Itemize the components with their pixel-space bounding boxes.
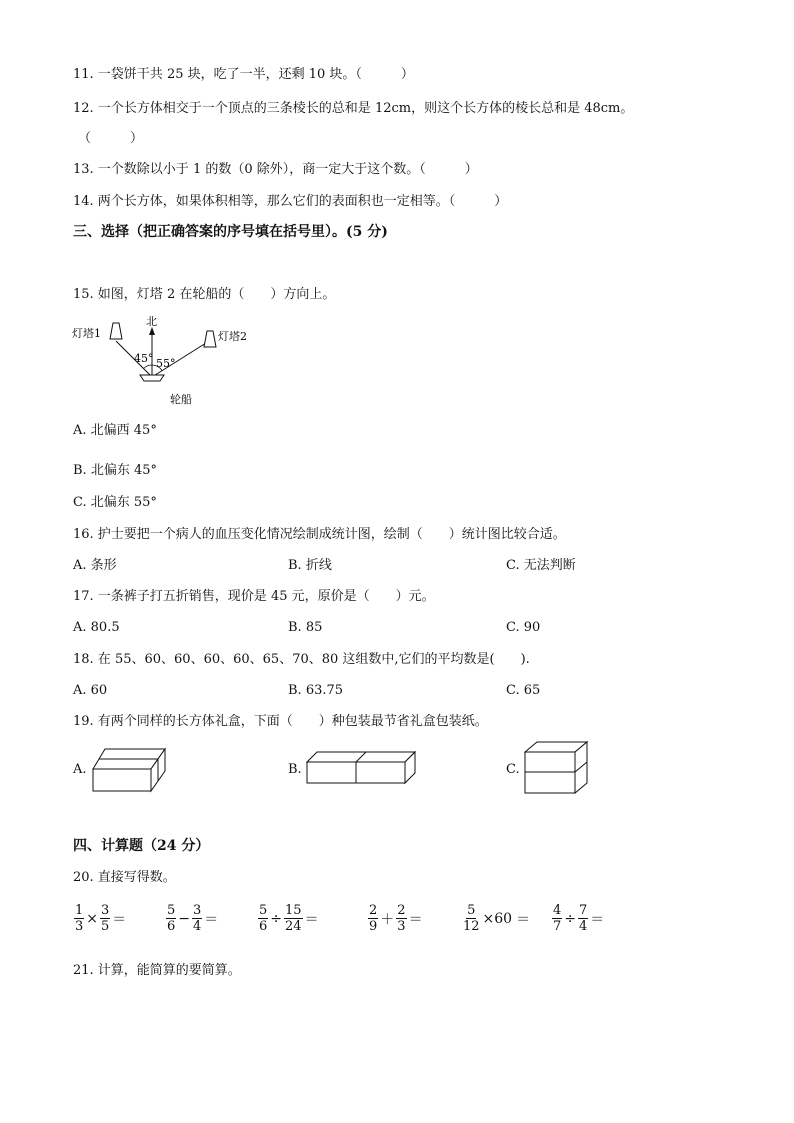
north-arrowhead (149, 327, 155, 335)
question-11: 11. 一袋饼干共 25 块，吃了一半，还剩 10 块。（ ） (73, 67, 414, 82)
tower2-label: 灯塔2 (218, 330, 247, 343)
q17-option-b: B. 85 (288, 620, 323, 635)
tower1-icon (110, 323, 122, 339)
question-16: 16. 护士要把一个病人的血压变化情况绘制成统计图，绘制（ ）统计图比较合适。 (73, 527, 566, 542)
q18-option-b: B. 63.75 (288, 683, 344, 698)
q16-option-a: A. 条形 (73, 558, 117, 573)
question-20: 20. 直接写得数。 (73, 870, 176, 885)
q18-option-a: A. 60 (73, 683, 108, 698)
question-19: 19. 有两个同样的长方体礼盒，下面（ ）种包装最节省礼盒包装纸。 (73, 714, 488, 729)
q15-option-b: B. 北偏东 45° (73, 463, 157, 478)
q17-option-a: A. 80.5 (73, 620, 120, 635)
section-heading-choice: 三、选择（把正确答案的序号填在括号里）。(5 分) (73, 224, 388, 240)
question-12-blank: （ ） (78, 131, 144, 146)
expression-4: $\frac{2}{9}$ ＋ $\frac{2}{3}$ ＝ (369, 903, 423, 934)
expression-6: $\frac{4}{7}$ ÷ $\frac{7}{4}$ ＝ (553, 903, 605, 934)
question-15: 15. 如图，灯塔 2 在轮船的（ ）方向上。 (73, 287, 336, 302)
q16-option-b: B. 折线 (288, 558, 332, 573)
expression-2: $\frac{5}{6}$ − $\frac{3}{4}$ ＝ (167, 903, 219, 934)
north-label: 北 (146, 315, 157, 328)
question-18: 18. 在 55、60、60、60、60、65、70、80 这组数中,它们的平均数是( ). (73, 652, 530, 667)
q18-option-c: C. 65 (506, 683, 541, 698)
angle-arc-45 (144, 365, 153, 369)
angle-label-45: 45° (134, 352, 154, 365)
tower1-label: 灯塔1 (72, 327, 101, 340)
box-figure-a (92, 745, 172, 795)
section-heading-calc: 四、计算题（24 分） (73, 838, 210, 854)
question-21: 21. 计算，能简算的要简算。 (73, 963, 241, 978)
q19-option-a: A. (73, 762, 87, 777)
question-13: 13. 一个数除以小于 1 的数（0 除外），商一定大于这个数。（ ） (73, 162, 478, 177)
q16-option-c: C. 无法判断 (506, 558, 576, 573)
ship-label: 轮船 (170, 393, 192, 406)
q19-option-c: C. (506, 762, 520, 777)
expression-3: $\frac{5}{6}$ ÷ $\frac{15}{24}$ ＝ (259, 903, 319, 934)
angle-label-55: 55° (156, 357, 176, 370)
q17-option-c: C. 90 (506, 620, 541, 635)
q15-option-a: A. 北偏西 45° (73, 423, 157, 438)
compass-figure (72, 315, 262, 410)
question-17: 17. 一条裤子打五折销售，现价是 45 元，原价是（ ）元。 (73, 589, 435, 604)
box-a-front (93, 769, 151, 791)
question-12: 12. 一个长方体相交于一个顶点的三条棱长的总和是 12cm，则这个长方体的棱长总和是 48cm。 (73, 101, 634, 116)
q19-option-b: B. (288, 762, 302, 777)
box-figure-b (306, 750, 418, 786)
tower2-icon (204, 331, 216, 347)
box-figure-c (524, 740, 590, 796)
question-14: 14. 两个长方体，如果体积相等，那么它们的表面积也一定相等。（ ） (73, 194, 508, 209)
ship-icon (140, 375, 164, 381)
expression-5: $\frac{5}{12}$ ×60 ＝ (463, 903, 531, 934)
q15-option-c: C. 北偏东 55° (73, 495, 157, 510)
expression-1: $\frac{1}{3}$ × $\frac{3}{5}$ ＝ (75, 903, 127, 934)
